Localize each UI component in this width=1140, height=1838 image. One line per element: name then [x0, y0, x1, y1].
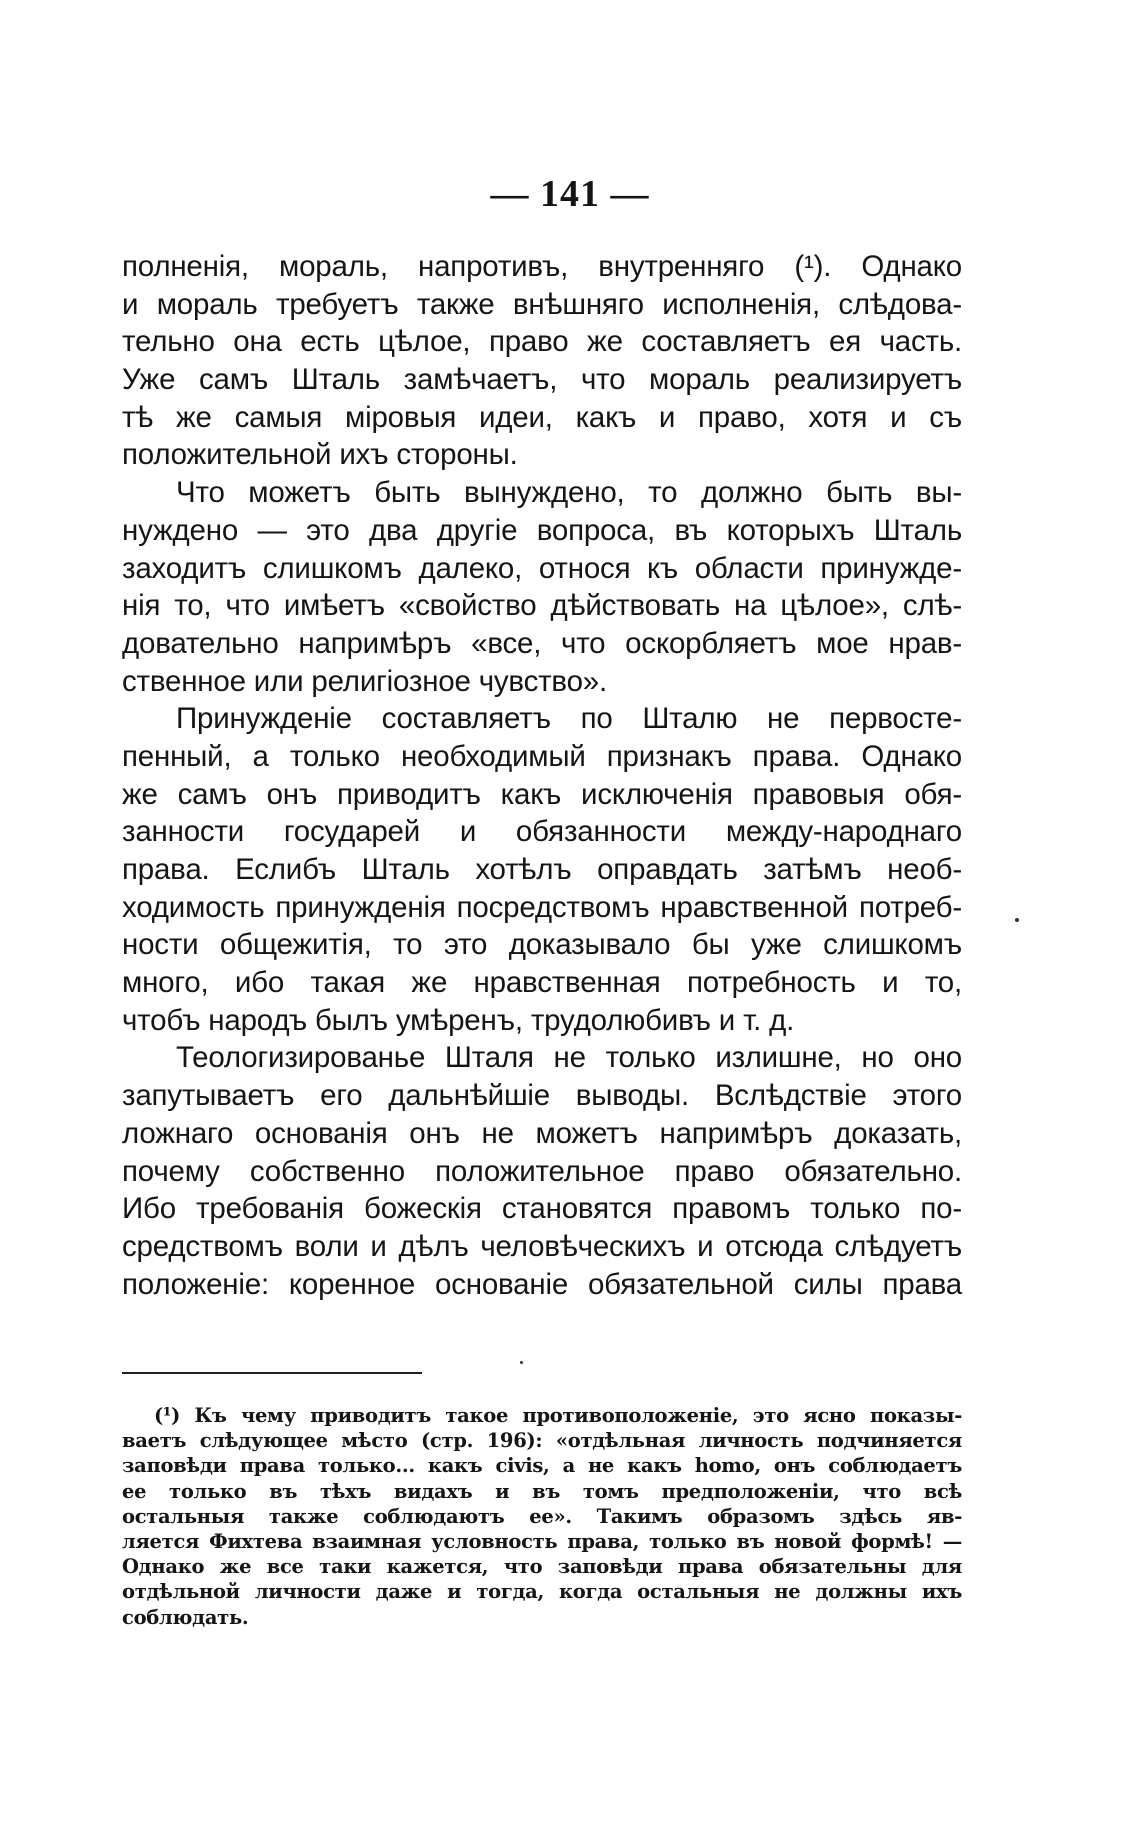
- text-line: права. Еслибъ Шталь хотѣлъ оправдать затѣмъ необ-: [122, 853, 962, 886]
- text-line: положеніе: коренное основаніе обязательной силы права: [122, 1267, 962, 1301]
- text-line: ственное или религіозное чувство».: [122, 664, 607, 698]
- text-line: почему собственно положительное право обязательно.: [122, 1154, 962, 1188]
- footnote-line: ляется Фихтева взаимная условность права, только въ новой формѣ! —: [122, 1529, 962, 1553]
- text-line: ходимость принужденія посредствомъ нравственной потреб-: [122, 890, 962, 924]
- paragraph-start-line: Теологизированье Шталя не только излишне, но оно: [176, 1041, 962, 1075]
- footnote-line: (¹) Къ чему приводитъ такое противоположеніе, это ясно показы-: [154, 1404, 962, 1427]
- text-line: и мораль требуетъ также внѣшняго исполненія, слѣдова-: [122, 287, 962, 321]
- text-line: Уже самъ Шталь замѣчаетъ, что мораль реализируетъ: [122, 363, 962, 397]
- footnote-line: остальныя также соблюдаютъ ее». Такимъ образомъ здѣсь яв-: [122, 1504, 962, 1528]
- page-number: — 141 —: [490, 173, 650, 215]
- paragraph-start-line: Что можетъ быть вынуждено, то должно быть вы-: [176, 476, 962, 510]
- text-line: много, ибо такая же нравственная потребность и то,: [122, 966, 962, 1000]
- text-line: занности государей и обязанности между-народнаго: [122, 815, 962, 849]
- footnote-separator: [122, 1372, 422, 1374]
- text-line: ности общежитія, то это доказывало бы уже слишкомъ: [122, 928, 962, 962]
- text-line: Ибо требованія божескія становятся правомъ только по-: [122, 1192, 962, 1226]
- text-line: нуждено — это два другіе вопроса, въ которыхъ Шталь: [122, 513, 962, 547]
- text-line: заходитъ слишкомъ далеко, относя къ области принужде-: [122, 551, 962, 585]
- footnote-line: соблюдать.: [122, 1605, 249, 1629]
- text-line: средствомъ воли и дѣлъ человѣческихъ и отсюда слѣдуетъ: [122, 1229, 962, 1263]
- footnote-line: Однако же все таки кажется, что заповѣди права обязательны для: [122, 1555, 962, 1579]
- text-line: довательно напримѣръ «все, что оскорбляетъ мое нрав-: [122, 626, 962, 660]
- text-line: тѣ же самыя міровыя идеи, какъ и право, хотя и съ: [122, 400, 962, 434]
- text-line: пенный, а только необходимый признакъ права. Однако: [122, 739, 962, 773]
- text-line: положительной ихъ стороны.: [122, 438, 518, 472]
- text-line: нія то, что имѣетъ «свойство дѣйствовать на цѣлое», слѣ-: [122, 589, 962, 623]
- print-speck: [520, 1361, 523, 1364]
- text-line: запутываетъ его дальнѣйшіе выводы. Вслѣдствіе этого: [122, 1079, 962, 1113]
- footnote-line: отдѣльной личности даже и тогда, когда остальныя не должны ихъ: [122, 1580, 962, 1604]
- footnote: [122, 1403, 962, 1630]
- text-line: полненія, мораль, напротивъ, внутренняго (¹). Однако: [122, 250, 962, 283]
- text-line: чтобъ народъ былъ умѣренъ, трудолюбивъ и т. д.: [122, 1003, 795, 1037]
- text-line: тельно она есть цѣлое, право же составляетъ ея часть.: [122, 325, 962, 359]
- text-line: ложнаго основанія онъ не можетъ напримѣръ доказать,: [122, 1116, 962, 1150]
- main-text: [122, 248, 962, 1303]
- print-speck: [1015, 918, 1019, 922]
- footnote-line: заповѣди права только... какъ civis, а не какъ homo, онъ соблюдаетъ: [122, 1454, 962, 1478]
- text-line: же самъ онъ приводитъ какъ исключенія правовыя обя-: [122, 777, 962, 811]
- paragraph-start-line: Принужденіе составляетъ по Шталю не первосте-: [176, 702, 962, 736]
- footnote-line: ваетъ слѣдующее мѣсто (стр. 196): «отдѣльная личность подчиняется: [122, 1429, 962, 1453]
- footnote-line: ее только въ тѣхъ видахъ и въ томъ предположеніи, что всѣ: [122, 1479, 962, 1503]
